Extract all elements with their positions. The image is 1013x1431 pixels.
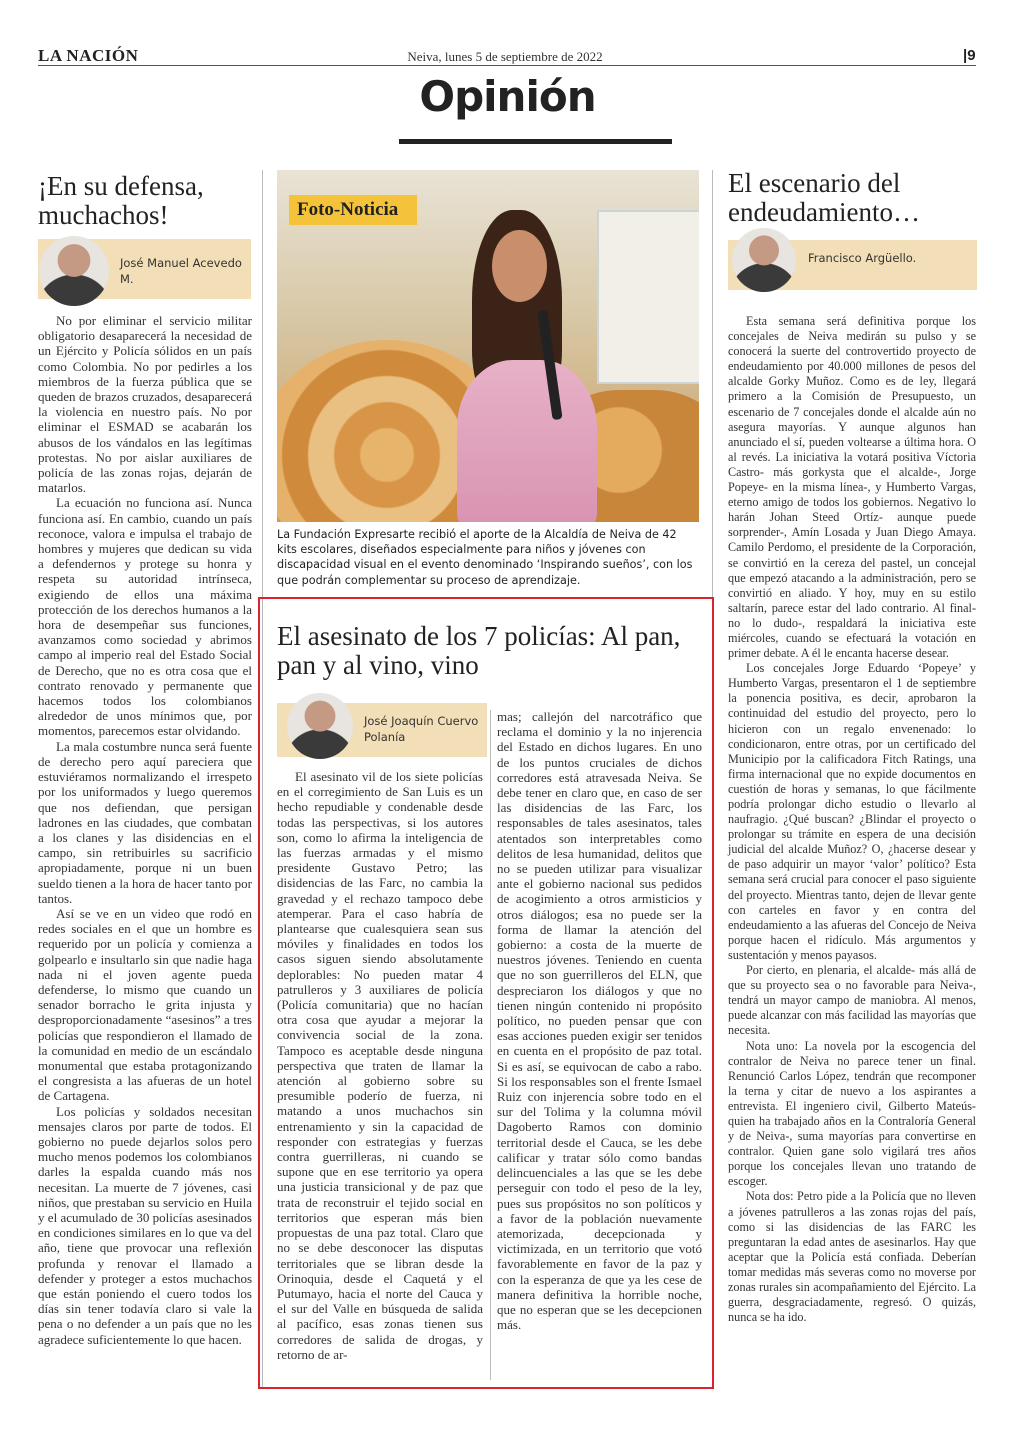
center-article-column-1 xyxy=(277,769,483,1362)
paragraph: La mala costumbre nunca será fuente de derecho pero aquí pareciera que estuviéramos normalizando el irrespeto por los uniformados y luego queremos que nos defiendan, que persigan ladrones en las ciudades, que combatan a los clanes y las disidencias en el campo, sin retribuirles su sacrificio apropiadamente, porque ni un buen sueldo tienen a la hora de hacer tanto por tantos. xyxy=(38,738,252,906)
paragraph: Los policías y soldados necesitan mensajes claros por parte de todos. El gobierno no puede dejarlos solos pero mucho menos podemos los colombianos darles la espalda cuando más nos necesitan. La muerte de 7 jóvenes, casi niños, que prestaban su servicio en Huila y el acumulado de 30 policías asesinados en condiciones similares en lo que va del año, tiene que provocar una reflexión profunda y renovar el llamado a defender y proteger a estos muchachos que están poniendo el cuero todos los días sin tener todavía claro si vale la pena o no defender a un país que no les agradece suficientemente lo que hacen. xyxy=(38,1103,252,1347)
paragraph: Los concejales Jorge Eduardo ‘Popeye’ y Humberto Vargas, presentaron el 1 de septiembre la ponencia positiva, es decir, aprobaron la continuidad del estudio del proyecto, pero lo hicieron con un regalo envenenado: lo condicionaron, entre otras, por un certificado del Municipio por la calificadora Fitch Ratings, una firma internacional que no expide documentos en cuestión de horas y semanas, lo que fácilmente podría prolongar dicho estudio o llevarlo al naufragio. ¿Qué buscan? ¿Blindar el proyecto o prolongar su trámite en espera de una decisión judicial del alcalde Muñoz? O, ¿hacerse desear y de paso adquirir un mayor ‘valor’ político? Esta semana será crucial para conocer el paso siguiente del proyecto. Mientras tanto, dejen de llevar gente con carteles en favor y en contra del endeudamiento a las afueras del Concejo de Neiva porque hacen el ridículo. Más argumentos y sustentación y menos payasos. xyxy=(728,661,976,962)
section-underline xyxy=(399,139,672,144)
center-author-avatar xyxy=(287,693,353,759)
paragraph: Nota dos: Petro pide a la Policía que no lleven a jóvenes patrulleros a las zonas rojas del país, como si las disidencias de las FARC les preguntaran la edad antes de asesinarlos. Hay que aceptar que la Policía está confiada. Deberían tomar medidas más severas como no moverse por zonas rurales sin acompañamiento del Ejército. La guerra, desgraciadamente, regresó. O quizás, nunca se ha ido. xyxy=(728,1189,976,1325)
photo-girl-face xyxy=(492,230,547,302)
right-author-avatar xyxy=(732,228,796,292)
center-article-column-2 xyxy=(497,709,702,1332)
paragraph: La ecuación no funciona así. Nunca funciona así. En cambio, cuando un país reconoce, valora e impulsa el trabajo de hombres y mujeres que dedican su vida a defendernos y protege su honra y respeta su autoridad intrínseca, exigiendo de ellos una máxima protección de los derechos humanos a la hora de desempeñar sus funciones, avanzamos como sociedad y abrimos campo al imperio real del Estado Social de Derecho, que no es otra cosa que el contrato renovado y permanente que hacemos todos los colombianos alrededor de unos mínimos que, por momentos, parecemos estar olvidando. xyxy=(38,495,252,739)
left-author-name: José Manuel Acevedo M. xyxy=(120,256,242,286)
newspaper-logo: LA NACIÓN xyxy=(38,46,139,65)
paragraph: mas; callejón del narcotráfico que reclama el dominio y la no injerencia del Estado en dichos lugares. En uno de los puntos cruciales de dichos corredores está atravesada Neiva. Se debe tener en claro que, en caso de ser las disidencias de las Farc, los responsables de tales asesinatos, tales atentados son interpretables como delitos de lesa humanidad, delitos que no se pueden utilizar para visualizar ante el gobierno nacional sus pedidos de acogimiento a otros armisticios y otros diálogos; esa no puede ser la forma de llamar la atención del gobierno: a costa de la muerte de nuestros jóvenes. Teniendo en cuenta que no son guerrilleros del ELN, que despreciaron los diálogos y que no tienen ningún contenido ni propósito político, no pueden pensar que con esas acciones pueden exigir ser tenidos en cuenta en el propósito de paz total. Si es así, se equivocan de cabo a rabo. Si los responsables son el frente Ismael Ruiz con injerencia sobre todo en el sur del Tolima y la columna móvil Dagoberto Ramos con dominio territorial desde el Cauca, se les debe calificar y tratar sólo como bandas delincuenciales a las que se les debe perseguir con todo el peso de la ley, pues sus propósitos no son políticos y a favor de la población nuevamente atemorizada, decepcionada y victimizada, en un territorio que votó favorablemente en favor de la paz y con la esperanza de que ya les cese de manera definitiva la horrible noche, que no esperan que se les decepcionen más. xyxy=(497,709,702,1333)
paragraph: El asesinato vil de los siete policías en el corregimiento de San Luis es un hecho repudiable y condenable desde todas las perspectivas, si los autores son, como lo afirma la inteligencia de las fuerzas armadas y el mismo presidente Gustavo Petro; las disidencias de las Farc, no cambia la gravedad y el rechazo tampoco debe atemperar. Para el caso habría de plantearse que cualesquiera sean sus móviles y finalidades en todos los casos siguen siendo absolutamente deplorables: No pueden matar 4 patrulleros y 3 auxiliares de policía (Policía comunitaria) que no hacían otra cosa que ayudar a mejorar la convivencia social de la zona. Tampoco es aceptable desde ninguna perspectiva que traten de llamar la atención al gobierno sobre su presumible poderío de fuerza, ni matando a unos muchachos sin entrenamiento y sin la capacidad de responder con estrategias y fuerzas contra guerrilleras, ni cuando se supone que en ese territorio ya opera una justicia transicional y de paz que trata de reconstruir el tejido social en territorios que esperan más bien propuestas de una paz total. Claro que no se debe desconocer las disputas territoriales que se libran desde la Orinoquia, desde el Caquetá y el Putumayo, hacia el norte del Cauca y el sur del Valle en búsqueda de salida al pacífico, esas zonas tienen sus corredores de salida de drogas, y retorno de ar- xyxy=(277,769,483,1362)
photo-news-tag-label: Foto-Noticia xyxy=(297,199,399,220)
right-article-body xyxy=(728,314,976,1325)
paragraph: Así se ve en un video que rodó en redes sociales en el que un hombre es requerido por un policía y comienza a golpearlo e insultarlo sin que nadie haga nada ni el joven agente pueda defenderse, lo mismo que cuando un senador borracho le grita injusta y desproporcionadamente “asesinos” a tres policías que respondieron el llamado de la comunidad en medio de un escándalo monumental que estaba protagonizando el congresista a las afueras de un hotel de Cartagena. xyxy=(38,905,252,1104)
issue-date: Neiva, lunes 5 de septiembre de 2022 xyxy=(407,49,603,64)
masthead-divider xyxy=(38,65,976,66)
right-article-title: El escenario del endeudamiento… xyxy=(728,168,920,227)
center-article-title: El asesinato de los 7 policías: Al pan, pan y al vino, vino xyxy=(277,621,681,680)
page-number: |9 xyxy=(963,47,976,64)
right-article-byline xyxy=(728,240,977,290)
section-title: Opinión xyxy=(419,72,596,121)
center-article-byline xyxy=(277,703,487,757)
photo-news-tag xyxy=(289,195,417,225)
center-author-name: José Joaquín Cuervo Polanía xyxy=(364,714,479,744)
paragraph: Nota uno: La novela por la escogencia del contralor de Neiva no parece tener un final. Renunció Carlos López, tendrán que recomponer la terna y citar de nuevo a los aspirantes a entrevista. El ingeniero civil, Gilberto Mateús-quien ha trabajado años en la Contraloría General y de Neiva-, suma mayorías para convertirse en contralor. Quien gane solo vigilará tres años porque los concejales llevan uno tratando de escoger. xyxy=(728,1038,976,1189)
photo-girl-dress xyxy=(457,360,597,522)
paragraph: Esta semana será definitiva porque los concejales de Neiva medirán su pulso y se conocerá la suerte del controvertido proyecto de endeudamiento por 40.000 millones de pesos del alcalde Gorky Muñoz. Como es de ley, llegará primero a la Comisión de Presupuesto, un escenario de 7 concejales donde el alcalde aún no asegura mayorías. Y aunque algunos han anunciado el sí, pueden voltearse a última hora. O al revés. La iniciativa la votará positiva Víctoria Castro- más gorkysta que el alcalde-, Jorge Popeye- en la misma línea-, y Humberto Vargas, eterno amigo de todos los gobiernos. Negativo lo harán Johan Steed Ortíz- aunque puede sorprender-, Amín Losada y Juan Diego Amaya. Camilo Perdomo, el presidente de la Corporación, se convirtió en la cereza del pastel, un concejal que empezó atacando a la administración, pero se convirtió en aliado. Y hoy, muy en su estilo saltarín, parece estar del lado contrario. Al final- no lo dudo-, respaldará la iniciativa este miércoles, cuando se efectuará la votación en primer debate. A él le encanta hacerse desear. xyxy=(728,314,976,661)
left-author-avatar xyxy=(39,236,109,306)
left-article-body xyxy=(38,313,252,1347)
right-author-name: Francisco Argüello. xyxy=(808,251,917,265)
left-article-byline xyxy=(38,239,251,299)
paragraph: No por eliminar el servicio militar obligatorio desaparecerá la necesidad de un Ejército y Policía sólidos en un país como Colombia. No por pedirles a los miembros de la fuerza pública que se queden de brazos cruzados, desaparecerá la violencia en nuestro país. No por eliminar el ESMAD se acabarán los abusos de los vándalos en las legítimas protestas. No por aislar auxiliares de policía de las zonas rojas, dejarán de matarlos. xyxy=(38,313,252,496)
left-article-title: ¡En su defensa, muchachos! xyxy=(38,171,204,230)
photo-background-board xyxy=(597,210,699,384)
paragraph: Por cierto, en plenaria, el alcalde- más allá de que su proyecto sea o no favorable para Neiva-, tendrá un mayor campo de maniobra. Al menos, puede alcanzar con más facilidad las mayorías que necesita. xyxy=(728,963,976,1038)
photo-caption: La Fundación Expresarte recibió el aporte de la Alcaldía de Neiva de 42 kits escolares, diseñados especialmente para niños y jóvenes con discapacidad visual en el evento denominado ‘Inspirando sueños’, con los que podrán complementar su proceso de aprendizaje. xyxy=(277,528,693,587)
